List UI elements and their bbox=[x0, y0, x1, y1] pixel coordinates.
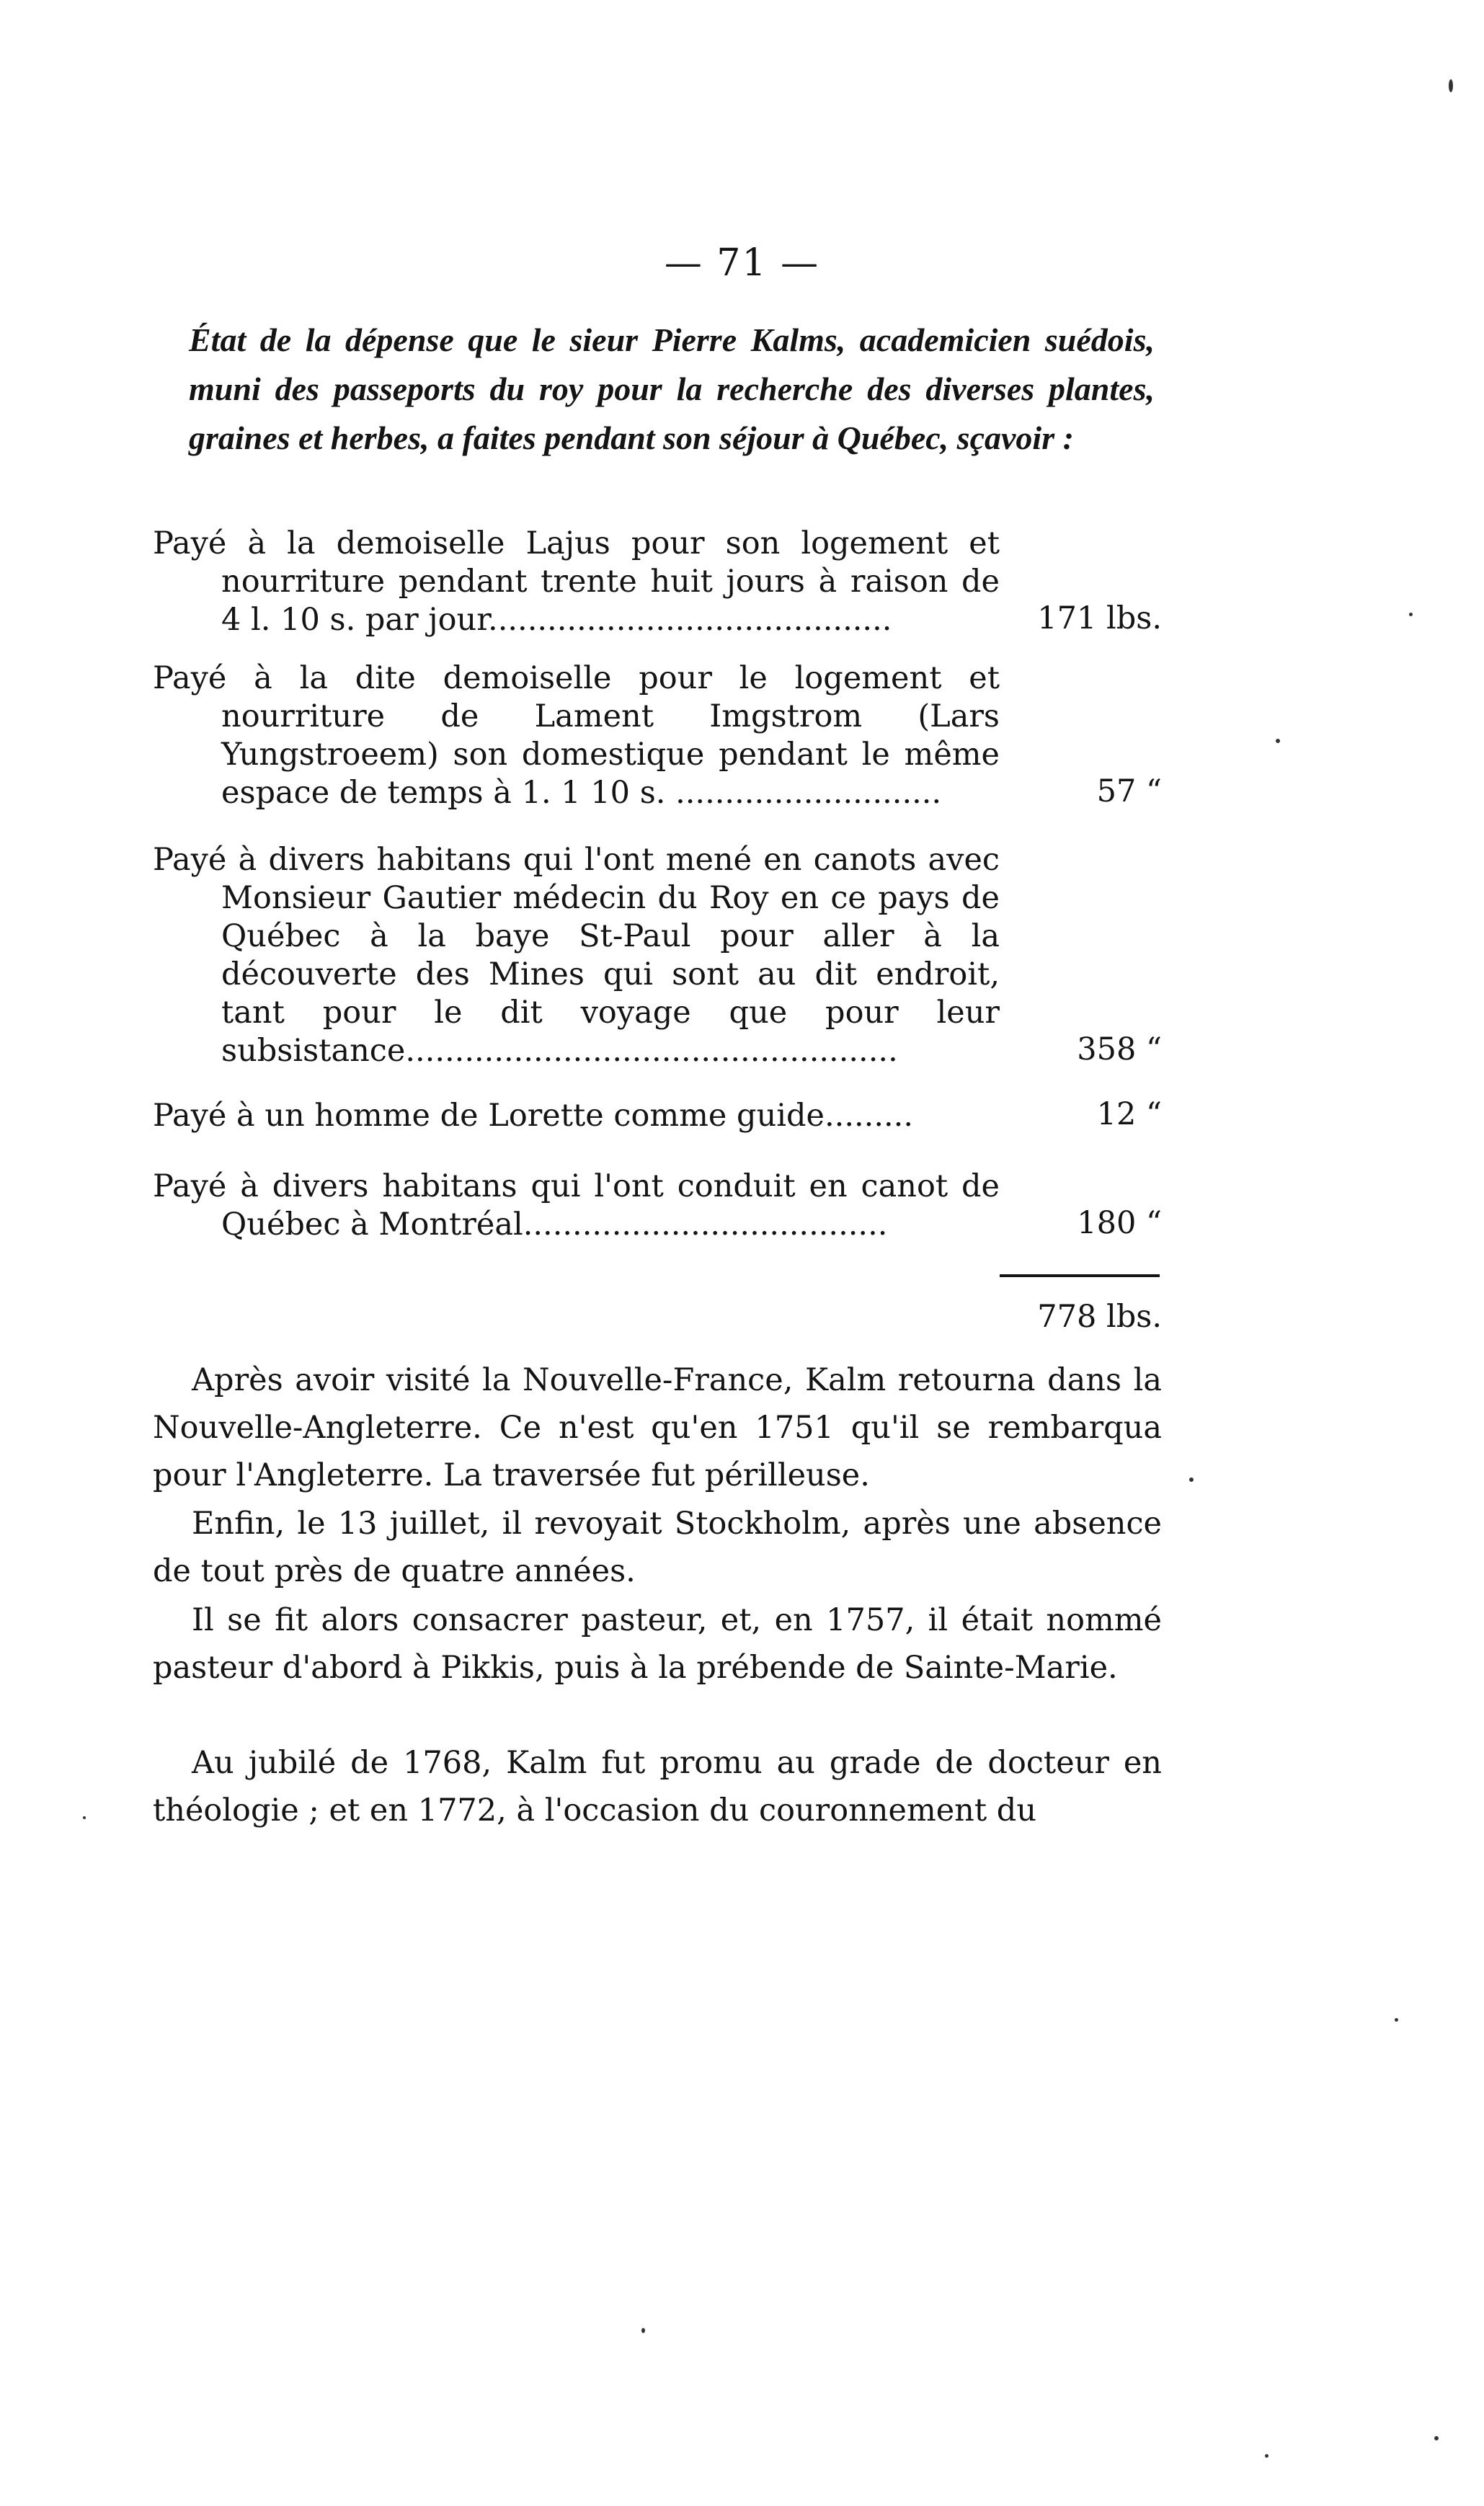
expense-entry-3 bbox=[153, 841, 1162, 1070]
expense-amount: 171 lbs. bbox=[1037, 600, 1162, 636]
expense-entry-2 bbox=[153, 659, 1162, 812]
scan-speck bbox=[1395, 2018, 1398, 2022]
expense-description: Payé à divers habitans qui l'ont conduit en canot de Québec à Montréal..................................... bbox=[153, 1168, 1000, 1243]
expense-description: Payé à divers habitans qui l'ont mené en canots avec Monsieur Gautier médecin du Roy en ce pays de Québec à la baye St-Paul pour aller à la découverte des Mines qui sont au dit endroit, tant pour le dit voyage que pour leur subsistance.................................................. bbox=[153, 842, 1000, 1069]
expense-entry-5 bbox=[153, 1168, 1162, 1244]
expense-description: Payé à un homme de Lorette comme guide......... bbox=[153, 1098, 914, 1134]
scan-speck bbox=[641, 2328, 645, 2333]
expense-entry-4 bbox=[153, 1096, 1162, 1135]
scan-speck bbox=[1276, 739, 1280, 743]
scan-speck bbox=[1409, 613, 1413, 616]
scan-speck bbox=[1189, 1478, 1194, 1482]
body-paragraph-3: Il se fit alors consacrer pasteur, et, en 1757, il était nommé pasteur d'abord à Pikkis, puis à la prébende de Sainte-Marie. bbox=[153, 1602, 1162, 1686]
expense-description: Payé à la dite demoiselle pour le logement et nourriture de Lament Imgstrom (Lars Yungstroeem) son domestique pendant le même espace de temps à 1. 1 10 s. ........................... bbox=[153, 660, 1000, 811]
body-paragraph-4: Au jubilé de 1768, Kalm fut promu au grade de docteur en théologie ; et en 1772, à l'occasion du couronnement du bbox=[153, 1745, 1162, 1829]
expense-description: Payé à la demoiselle Lajus pour son logement et nourriture pendant trente huit jours à raison de 4 l. 10 s. par jour......................................... bbox=[153, 525, 1000, 638]
scan-speck bbox=[1449, 79, 1453, 92]
expense-entry-1 bbox=[153, 525, 1162, 639]
expense-amount: 358 “ bbox=[1077, 1031, 1162, 1067]
expense-total: 778 lbs. bbox=[1037, 1299, 1162, 1335]
page-number: — 71 — bbox=[664, 241, 820, 285]
total-rule bbox=[1000, 1274, 1160, 1277]
expense-amount: 57 “ bbox=[1096, 773, 1162, 809]
expense-amount: 12 “ bbox=[1096, 1096, 1162, 1132]
scan-speck bbox=[83, 1816, 86, 1819]
body-paragraph-2: Enfin, le 13 juillet, il revoyait Stockholm, après une absence de tout près de quatre années. bbox=[153, 1506, 1162, 1589]
expense-amount: 180 “ bbox=[1077, 1205, 1162, 1241]
scan-speck bbox=[1265, 2454, 1268, 2458]
body-paragraph-1: Après avoir visité la Nouvelle-France, Kalm retourna dans la Nouvelle-Angleterre. Ce n'est qu'en 1751 qu'il se rembarqua pour l'Angleterre. La traversée fut périlleuse. bbox=[153, 1362, 1162, 1493]
expense-statement-heading: État de la dépense que le sieur Pierre Kalms, academicien suédois, muni des passeports du roy pour la recherche des diverses plantes, graines et herbes, a faites pendant son séjour à Québec, sçavoir : bbox=[189, 321, 1155, 456]
scan-speck bbox=[1434, 2436, 1439, 2440]
